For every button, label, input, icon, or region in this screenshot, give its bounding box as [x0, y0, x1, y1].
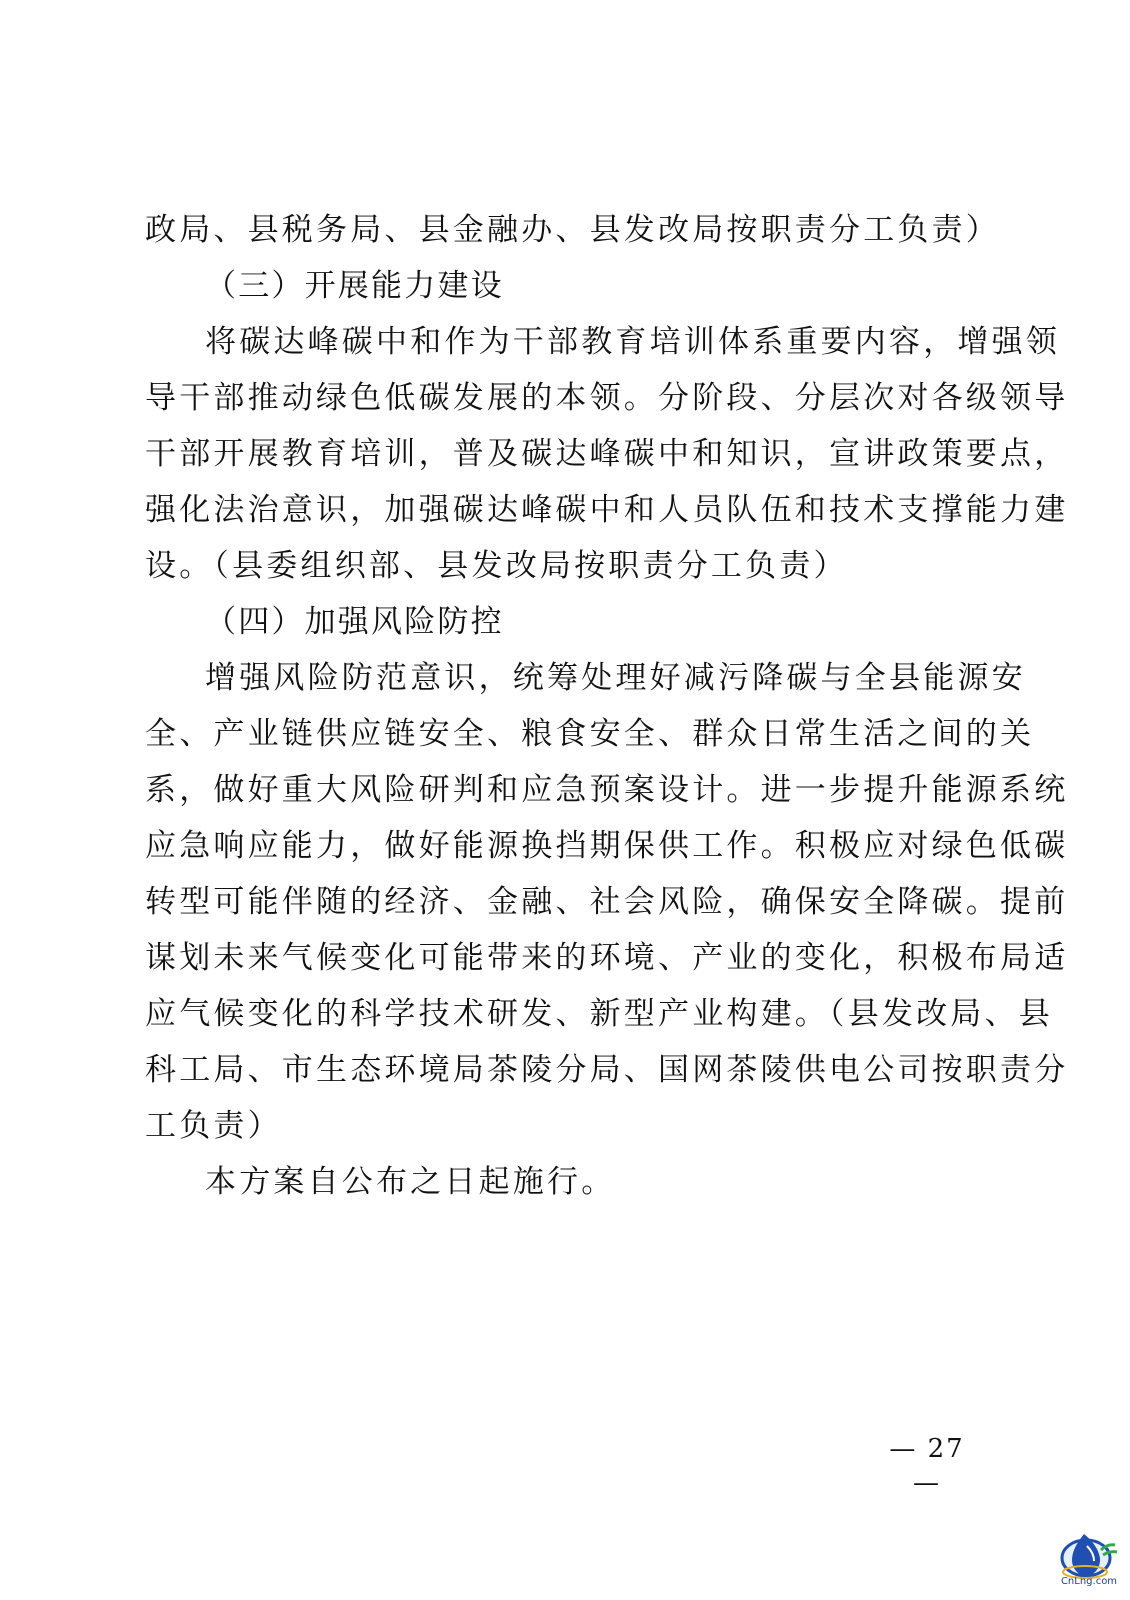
body-line-3: 将碳达峰碳中和作为干部教育培训体系重要内容，增强领: [205, 324, 1060, 360]
body-line-11: 系，做好重大风险研判和应急预案设计。进一步提升能源系统: [145, 772, 1069, 808]
section-heading-3: （三）开展能力建设: [205, 268, 504, 304]
body-line-10: 全、产业链供应链安全、粮食安全、群众日常生活之间的关: [145, 716, 1035, 752]
body-line-6: 强化法治意识，加强碳达峰碳中和人员队伍和技术支撑能力建: [145, 492, 1069, 528]
body-line-4: 导干部推动绿色低碳发展的本领。分阶段、分层次对各级领导: [145, 380, 1069, 416]
logo-text: CnLng.com: [1060, 1576, 1118, 1587]
body-line-9: 增强风险防范意识，统筹处理好减污降碳与全县能源安: [205, 660, 1026, 696]
body-line-13: 转型可能伴随的经济、金融、社会风险，确保安全降碳。提前: [145, 884, 1069, 920]
body-line-15: 应气候变化的科学技术研发、新型产业构建。（县发改局、县: [145, 996, 1053, 1032]
body-line-1: 政局、县税务局、县金融办、县发改局按职责分工负责）: [145, 212, 1000, 248]
page-number: — 27 —: [889, 1434, 965, 1498]
body-line-16: 科工局、市生态环境局茶陵分局、国网茶陵供电公司按职责分: [145, 1052, 1069, 1088]
closing-line: 本方案自公布之日起施行。: [205, 1164, 616, 1200]
body-line-7: 设。（县委组织部、县发改局按职责分工负责）: [145, 548, 848, 584]
body-line-5: 干部开展教育培训，普及碳达峰碳中和知识，宣讲政策要点，: [145, 436, 1069, 472]
body-line-14: 谋划未来气候变化可能带来的环境、产业的变化，积极布局适: [145, 940, 1069, 976]
body-line-12: 应急响应能力，做好能源换挡期保供工作。积极应对绿色低碳: [145, 828, 1069, 864]
section-heading-4: （四）加强风险防控: [205, 604, 504, 640]
body-line-17: 工负责）: [145, 1108, 282, 1144]
